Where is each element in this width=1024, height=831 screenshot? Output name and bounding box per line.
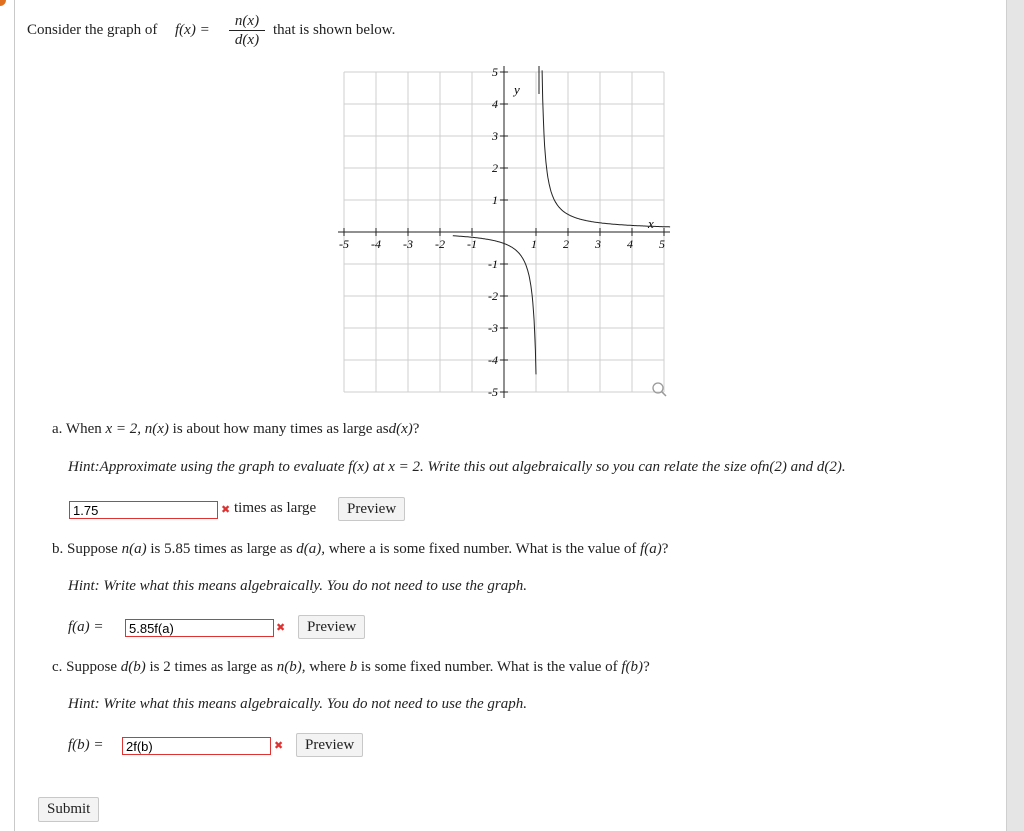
y-tick-label: -5 <box>488 385 498 399</box>
preview-button-b[interactable]: Preview <box>298 615 365 639</box>
y-tick-label: 5 <box>492 65 498 79</box>
hint-c: Hint: Write what this means algebraically. You do not need to use the graph. <box>68 696 528 712</box>
math-nx: n(x) <box>144 421 169 437</box>
x-tick-label: -1 <box>467 237 477 251</box>
hint-a-math-d2: d(2). <box>816 459 846 475</box>
hint-a-part1: Hint:Approximate using the graph to evaluate <box>68 459 345 475</box>
question-mark: ? <box>643 659 650 675</box>
corner-marker <box>0 0 6 6</box>
math-fa: f(a) <box>640 541 662 557</box>
question-b-text3: where a is some fixed number. What is the value of <box>328 541 637 557</box>
question-c-text4: is some fixed number. What is the value of <box>360 659 618 675</box>
answer-a-input[interactable]: 1.75 <box>69 501 218 519</box>
fraction-numerator: n(x) <box>234 13 260 29</box>
question-b-text2: is 5.85 times as large as <box>150 541 293 557</box>
question-c-text1: Suppose <box>66 659 118 675</box>
y-tick-label: -1 <box>488 257 498 271</box>
question-a-text2: is about how many times as large as <box>172 421 389 437</box>
x-tick-label: 4 <box>627 237 633 251</box>
y-tick-label: 1 <box>492 193 498 207</box>
x-tick-label: 2 <box>563 237 569 251</box>
intro-lead: Consider the graph of <box>27 22 158 38</box>
math-da: d(a), <box>296 541 326 557</box>
intro-tail: that is shown below. <box>273 22 396 38</box>
x-tick-label: -5 <box>339 237 349 251</box>
math-x-equals-2: x = 2, <box>105 421 142 437</box>
answer-c-input[interactable]: 2f(b) <box>122 737 271 755</box>
y-axis-label: y <box>514 82 520 97</box>
scrollbar-track[interactable] <box>1006 0 1024 831</box>
intro-fraction <box>229 12 265 49</box>
hint-b: Hint: Write what this means algebraically. You do not need to use the graph. <box>68 578 528 594</box>
x-tick-label: 3 <box>595 237 601 251</box>
function-graph <box>336 64 672 400</box>
x-tick-label: -4 <box>371 237 381 251</box>
intro-fx: f(x) = <box>175 22 210 38</box>
y-tick-label: -4 <box>488 353 498 367</box>
error-icon: ✖ <box>274 739 284 752</box>
question-c <box>52 659 650 676</box>
math-na: n(a) <box>121 541 147 557</box>
question-mark: ? <box>661 541 669 557</box>
question-b-label: b. <box>52 541 64 557</box>
math-b: b <box>349 659 358 675</box>
hint-a-part4: and <box>790 459 814 475</box>
preview-button-a[interactable]: Preview <box>338 497 405 521</box>
x-tick-label: -3 <box>403 237 413 251</box>
question-b-text1: Suppose <box>67 541 118 557</box>
hint-a-part3: Write this out algebraically so you can relate the size of <box>427 459 762 475</box>
submit-button[interactable]: Submit <box>38 797 99 822</box>
hint-a-part2: at <box>372 459 385 475</box>
math-nb: n(b), <box>276 659 306 675</box>
error-icon: ✖ <box>221 503 231 516</box>
x-axis-label: x <box>648 216 654 231</box>
question-a-text: When <box>65 421 102 437</box>
answer-b-lhs: f(a) = <box>68 619 104 635</box>
math-db: d(b) <box>120 659 146 675</box>
curve-right-branch <box>542 70 670 227</box>
math-dx: d(x) <box>388 421 413 437</box>
left-border <box>14 0 15 831</box>
x-tick-label: 1 <box>531 237 537 251</box>
y-tick-label: 2 <box>492 161 498 175</box>
answer-c-lhs: f(b) = <box>68 737 104 753</box>
math-fb: f(b) <box>621 659 644 675</box>
hint-a-math-n2: n(2) <box>761 459 787 475</box>
hint-a-math-x2: x = 2. <box>388 459 424 475</box>
x-tick-label: -2 <box>435 237 445 251</box>
hint-a-math-fx: f(x) <box>348 459 370 475</box>
hint-a <box>68 459 846 476</box>
y-tick-label: -3 <box>488 321 498 335</box>
answer-b-input[interactable]: 5.85f(a) <box>125 619 274 637</box>
preview-button-c[interactable]: Preview <box>296 733 363 757</box>
x-tick-label: 5 <box>659 237 665 251</box>
y-tick-label: -2 <box>488 289 498 303</box>
error-icon: ✖ <box>276 621 286 634</box>
answer-a-suffix: times as large <box>234 500 317 516</box>
question-b <box>52 541 668 558</box>
question-a-label: a. <box>52 421 63 437</box>
axes <box>338 66 670 398</box>
question-c-text2: is 2 times as large as <box>149 659 273 675</box>
y-tick-label: 4 <box>492 97 498 111</box>
question-c-label: c. <box>52 659 63 675</box>
question-c-text3: where <box>309 659 346 675</box>
question-a <box>52 421 419 438</box>
question-mark: ? <box>412 421 420 437</box>
fraction-denominator: d(x) <box>234 32 260 48</box>
y-tick-label: 3 <box>492 129 498 143</box>
